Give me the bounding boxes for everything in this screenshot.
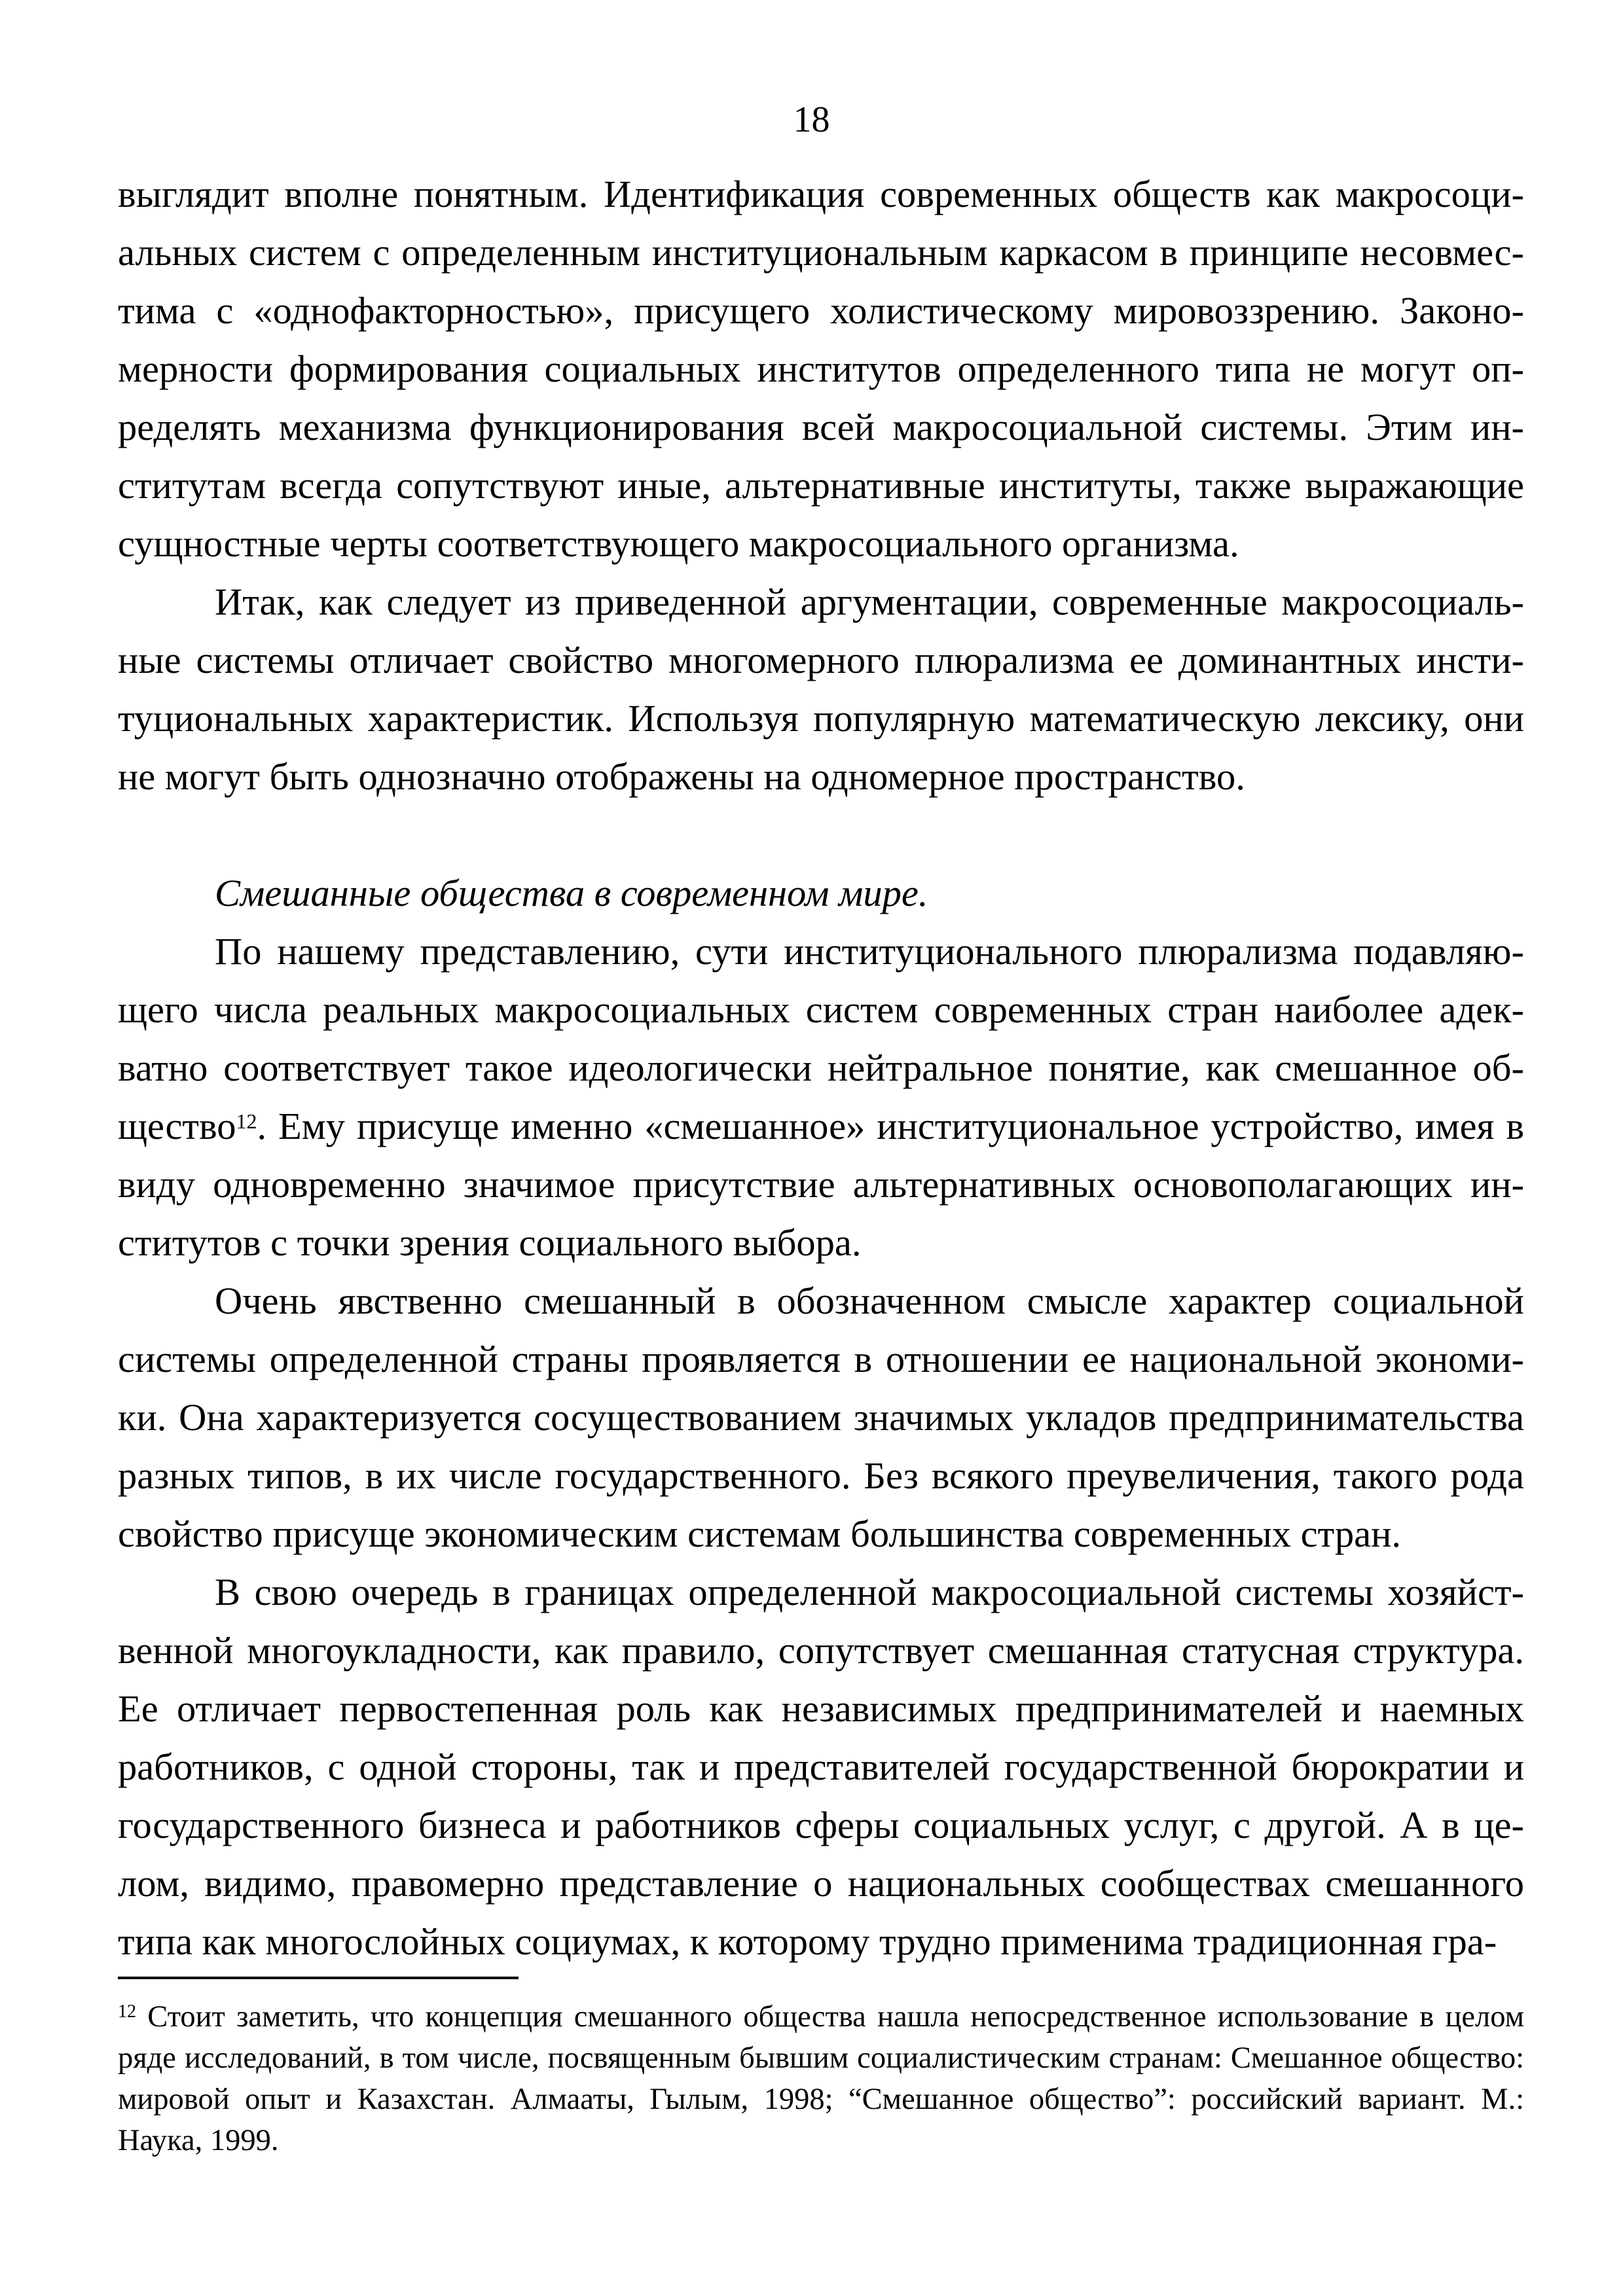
footnote-reference: 12: [236, 1109, 257, 1133]
footnote-divider: [118, 1977, 519, 1979]
paragraph-3-text: По нашему представлению, сути институционального плюрализма подавляющего числа реальных макросоциальных систем современных стран наиболее адекватно соответствует такое идеологически нейтральное понятие, как смешанное общество: [118, 930, 1524, 1147]
section-heading: Смешанные общества в современном мире.: [215, 872, 928, 914]
main-text: [118, 165, 1524, 1971]
paragraph-2: Итак, как следует из приведенной аргументации, современные макросоциальные системы отличает свойство многомерного плюрализма ее доминантных институциональных характеристик. Используя популярную математическую лексику, они не могут быть однозначно отображены на одномерное пространство.: [118, 581, 1524, 798]
footnote-marker: 12: [118, 2001, 136, 2022]
paragraph-3: [118, 922, 1524, 1272]
footnote-text: Стоит заметить, что концепция смешанного общества нашла непосредственное использование в целом ряде исследований, в том числе, посвященным бывшим социалистическим странам: Смешанное общество: мировой опыт и Казахстан. Алмааты, Гылым, 1998; “Смешанное общество”: российский вариант. М.: Наука, 1999.: [118, 2000, 1524, 2157]
paragraph-4: Очень явственно смешанный в обозначенном смысле характер социальной системы определенной страны проявляется в отношении ее национальной экономики. Она характеризуется сосуществованием значимых укладов предпринимательства разных типов, в их числе государственного. Без всякого преувеличения, такого рода свойство присуще экономическим системам большинства современных стран.: [118, 1280, 1524, 1555]
paragraph-1: выглядит вполне понятным. Идентификация современных обществ как макросоциальных систем с определенным институциональным каркасом в принципе несовместима с «однофакторностью», присущего холистическому мировоззрению. Закономерности формирования социальных институтов определенного типа не могут определять механизма функционирования всей макросоциальной системы. Этим институтам всегда сопутствуют иные, альтернативные институты, также выражающие сущностные черты соответствующего макросоциального организма.: [118, 173, 1524, 565]
footnote-paragraph: [118, 1996, 1524, 2161]
paragraph-3-text-cont: . Ему присуще именно «смешанное» институциональное устройство, имея в виду одновременно значимое присутствие альтернативных основополагающих институтов с точки зрения социального выбора.: [118, 1105, 1524, 1264]
paragraph-5: В свою очередь в границах определенной макросоциальной системы хозяйственной многоукладности, как правило, сопутствует смешанная статусная структура. Ее отличает первостепенная роль как независимых предпринимателей и наемных работников, с одной стороны, так и представителей государственной бюрократии и государственного бизнеса и работников сферы социальных услуг, с другой. А в целом, видимо, правомерно представление о национальных сообществах смешанного типа как многослойных социумах, к которому трудно применима традиционная гра-: [118, 1571, 1524, 1963]
footnote: [118, 1996, 1524, 2161]
page-number: 18: [793, 99, 830, 140]
